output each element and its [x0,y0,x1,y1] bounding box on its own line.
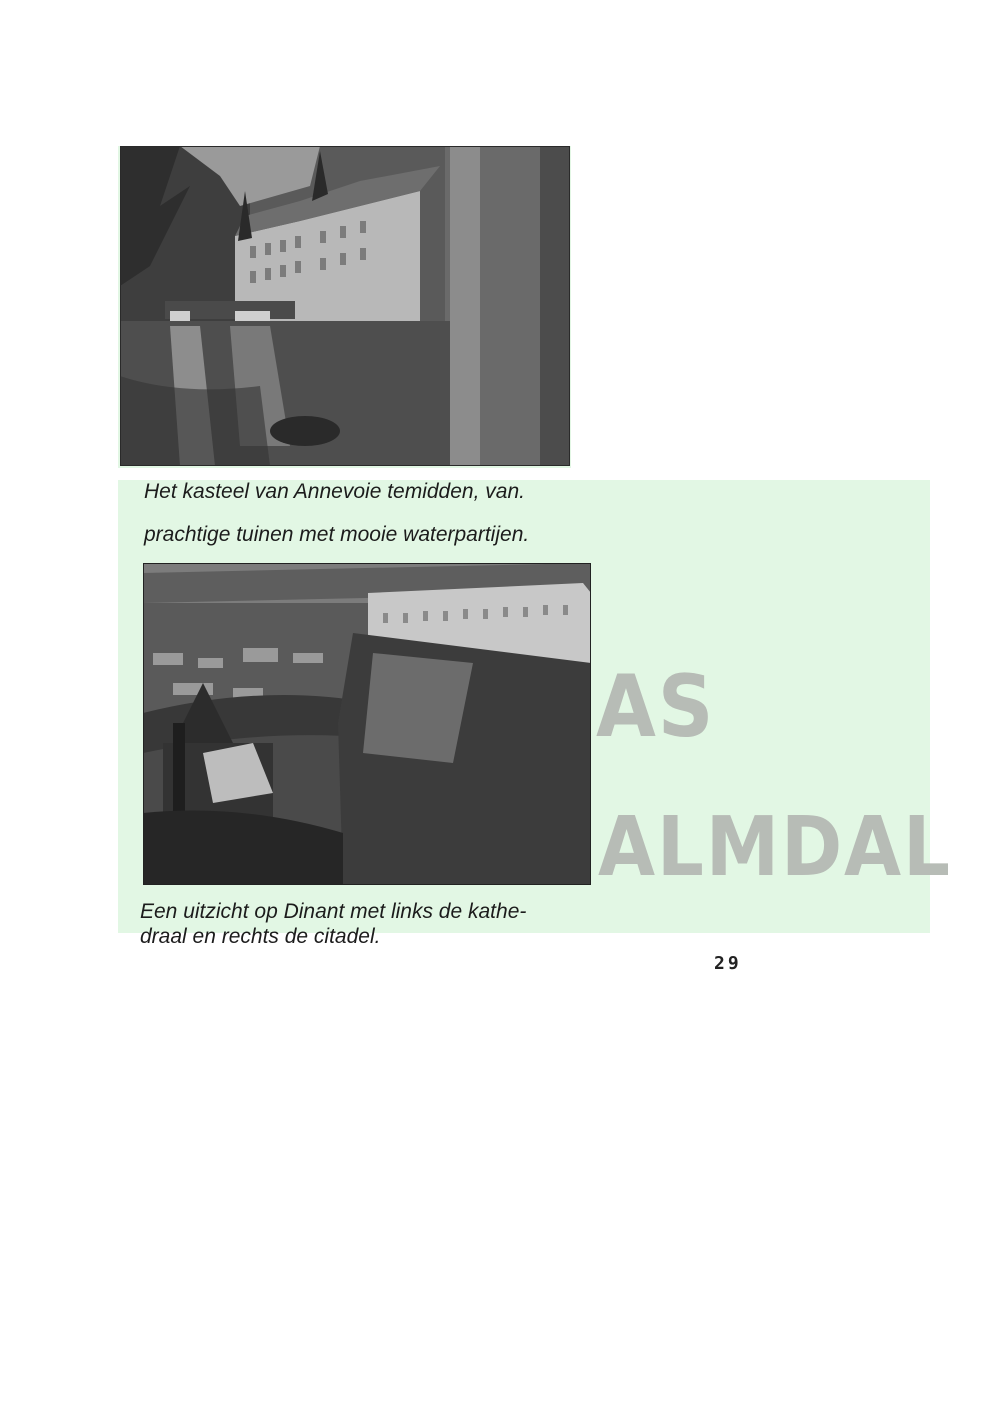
watermark-text-top: AS [596,657,716,757]
castle-caption-line-1: Het kasteel van Annevoie temidden, van. [144,480,525,503]
dinant-caption-line-2: draal en rechts de citadel. [140,925,381,948]
castle-caption-line-2: prachtige tuinen met mooie waterpartijen. [144,523,530,546]
watermark-text-bottom: ALMDAL [598,800,952,895]
dinant-photo [143,563,591,885]
castle-photo [120,146,570,466]
dinant-caption-line-1: Een uitzicht op Dinant met links de kathe- [140,900,527,923]
page-number: 29 [714,953,742,974]
